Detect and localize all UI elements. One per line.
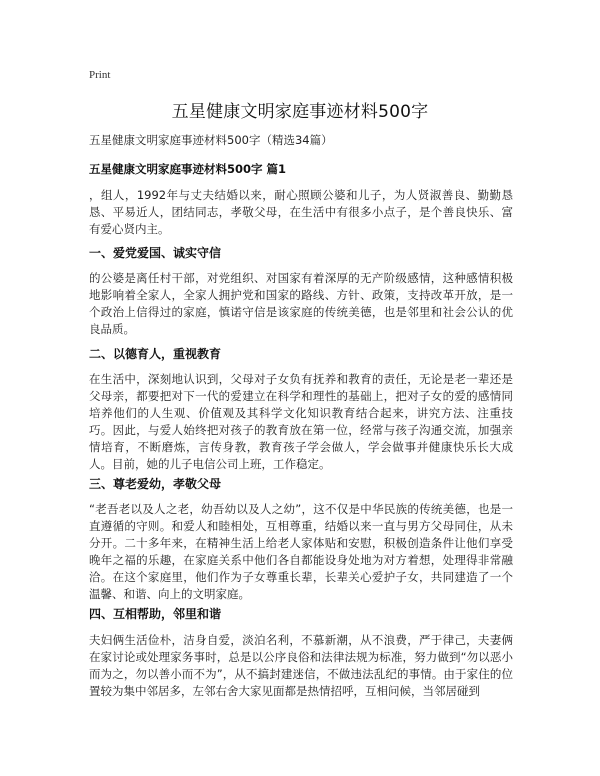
section-heading-2: 二、以德育人，重视教育 [89, 347, 222, 361]
section-paragraph-3: “老吾老以及人之老，幼吾幼以及人之幼”，这不仅是中华民族的传统美德，也是一直遵循的守则。和爱人和睦相处，互相尊重，结婚以来一直与男方父母同住，从未分开。二十多年来，在精神生活上给老人家体贴和安慰，积极创造条件让他们享受晚年之福的乐趣，在家庭关系中他们各自都能设身处地为对方着想，处理得非常融洽。在这个家庭里，他们作为子女尊重长辈，长辈关心爱护子女，共同建造了一个温馨、和谐、向上的文明家庭。 [89, 502, 513, 601]
print-link[interactable]: Print [89, 69, 111, 81]
article-heading: 五星健康文明家庭事迹材料500字 篇1 [89, 162, 287, 176]
document-subtitle: 五星健康文明家庭事迹材料500字（精选34篇） [89, 133, 333, 147]
section-paragraph-4: 夫妇俩生活俭朴，洁身自爱，淡泊名利，不慕新潮，从不浪费，严于律己，夫妻俩在家讨论或处理家务事时，总是以公序良俗和法律法规为标准，努力做到“勿以恶小而为之，勿以善小而不为”，从不搞封建迷信，不做违法乱纪的事情。由于家住的位置较为集中邻居多，左邻右舍大家见面都是热情招呼，互相问候，当邻居碰到 [89, 633, 513, 698]
section-heading-1: 一、爱党爱国、诚实守信 [89, 246, 222, 260]
section-heading-3: 三、尊老爱幼，孝敬父母 [89, 477, 222, 491]
section-paragraph-1: 的公婆是离任村干部，对党组织、对国家有着深厚的无产阶级感情，这种感情积极地影响着全家人，全家人拥护党和国家的路线、方针、政策，支持改革开放，是一个政治上信得过的家庭，慎诺守信是该家庭的传统美德，也是邻里和社会公认的优良品质。 [89, 271, 513, 336]
section-paragraph-2: 在生活中，深刻地认识到，父母对子女负有抚养和教育的责任，无论是老一辈还是父母亲，都要把对下一代的爱建立在科学和理性的基础上，把对子女的爱的感情同培养他们的人生观、价值观及其科学文化知识教育结合起来，讲究方法、注重技巧。因此，与爱人始终把对孩子的教育放在第一位，经常与孩子沟通交流，加强亲情培育，不断磨炼，言传身教，教育孩子学会做人，学会做事并健康快乐长大成人。目前，她的儿子电信公司上班，工作稳定。 [89, 372, 513, 471]
document-title: 五星健康文明家庭事迹材料500字 [171, 102, 429, 122]
intro-paragraph: ，组人，1992年与丈夫结婚以来，耐心照顾公婆和儿子，为人贤淑善良、勤勤恳恳、平易近人，团结同志，孝敬父母，在生活中有很多小点子，是个善良快乐、富有爱心贤内主。 [89, 188, 513, 236]
section-heading-4: 四、互相帮助，邻里和谐 [89, 607, 222, 621]
